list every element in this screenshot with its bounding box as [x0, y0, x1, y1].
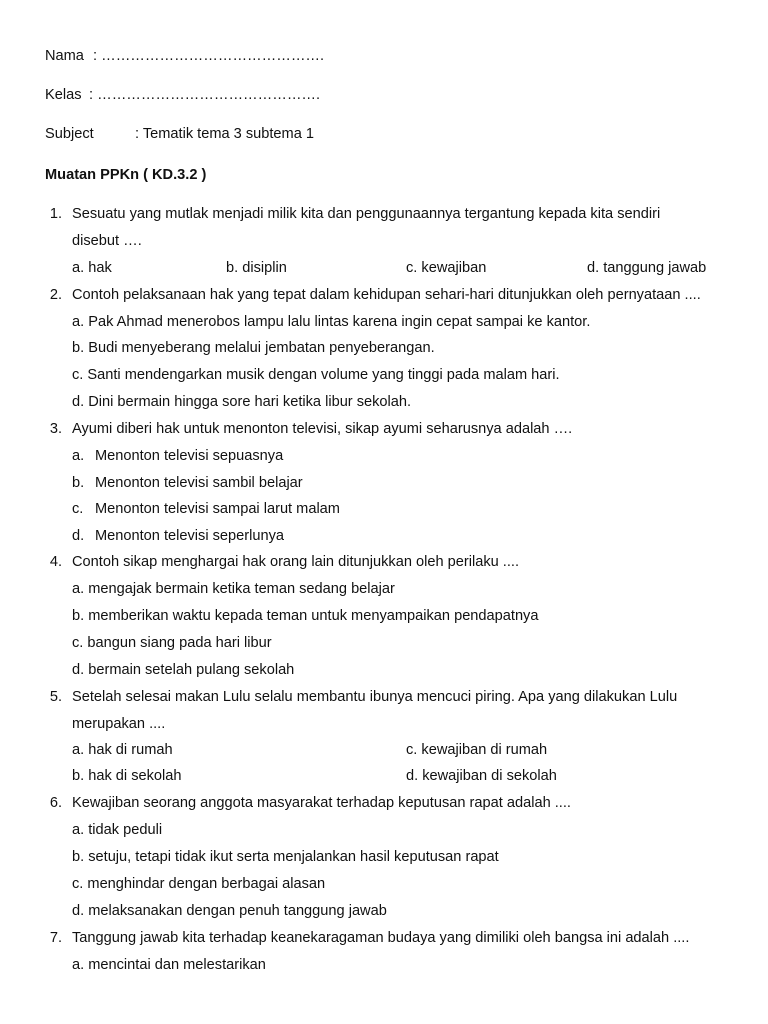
question-text-continued: disebut ….: [72, 233, 142, 249]
option-d: d. kewajiban di sekolah: [406, 768, 557, 784]
nama-label: Nama: [45, 48, 84, 64]
option-a: a. mengajak bermain ketika teman sedang belajar: [72, 581, 395, 597]
question-number: 4.: [49, 554, 62, 570]
option-c: c. kewajiban di rumah: [406, 742, 548, 758]
option-c: c. bangun siang pada hari libur: [72, 635, 272, 651]
question-text: Kewajiban seorang anggota masyarakat terhadap keputusan rapat adalah ....: [72, 795, 571, 811]
question-text: Tanggung jawab kita terhadap keanekaragaman budaya yang dimiliki oleh bangsa ini adalah ....: [72, 930, 690, 946]
option-letter-a: a.: [72, 448, 85, 464]
question-number: 3.: [49, 421, 62, 437]
option-a: a. tidak peduli: [72, 822, 163, 838]
option-c: c. Santi mendengarkan musik dengan volume yang tinggi pada malam hari.: [72, 367, 560, 383]
subject-label: Subject: [45, 126, 94, 142]
question-number: 1.: [49, 206, 62, 222]
question-text: Setelah selesai makan Lulu selalu membantu ibunya mencuci piring. Apa yang dilakukan Lulu: [72, 689, 678, 705]
question-number: 7.: [49, 930, 62, 946]
option-a: Menonton televisi sepuasnya: [95, 448, 284, 464]
option-letter-b: b.: [72, 475, 85, 491]
option-b: b. hak di sekolah: [72, 768, 182, 784]
question-number: 6.: [49, 795, 62, 811]
question-text: Contoh pelaksanaan hak yang tepat dalam kehidupan sehari-hari ditunjukkan oleh pernyataan ....: [72, 287, 701, 303]
question-text: Contoh sikap menghargai hak orang lain ditunjukkan oleh perilaku ....: [72, 554, 520, 570]
question-text-continued: merupakan ....: [72, 716, 166, 732]
section-title: Muatan PPKn ( KD.3.2 ): [45, 167, 207, 183]
option-d: d. bermain setelah pulang sekolah: [72, 662, 295, 678]
option-a: a. Pak Ahmad menerobos lampu lalu lintas karena ingin cepat sampai ke kantor.: [72, 314, 591, 330]
option-d: d. melaksanakan dengan penuh tanggung jawab: [72, 903, 387, 919]
question-number: 2.: [49, 287, 62, 303]
question-text: Sesuatu yang mutlak menjadi milik kita dan penggunaannya tergantung kepada kita sendiri: [72, 206, 661, 222]
option-letter-c: c.: [72, 501, 84, 517]
option-b: b. memberikan waktu kepada teman untuk menyampaikan pendapatnya: [72, 608, 539, 624]
question-number: 5.: [49, 689, 62, 705]
kelas-label: Kelas: [45, 87, 82, 103]
option-c: c. menghindar dengan berbagai alasan: [72, 876, 326, 892]
option-c: c. kewajiban: [406, 260, 487, 276]
option-b: b. setuju, tetapi tidak ikut serta menjalankan hasil keputusan rapat: [72, 849, 499, 865]
option-a: a. hak: [72, 260, 112, 276]
option-a: a. hak di rumah: [72, 742, 173, 758]
option-b: b. Budi menyeberang melalui jembatan penyeberangan.: [72, 340, 435, 356]
option-a: a. mencintai dan melestarikan: [72, 957, 266, 973]
option-b: Menonton televisi sambil belajar: [95, 475, 303, 491]
option-c: Menonton televisi sampai larut malam: [95, 501, 340, 517]
nama-blank: : ……………………………………….: [93, 48, 325, 64]
option-d: Menonton televisi seperlunya: [95, 528, 285, 544]
question-text: Ayumi diberi hak untuk menonton televisi, sikap ayumi seharusnya adalah ….: [72, 421, 573, 437]
option-d: d. tanggung jawab: [587, 260, 707, 276]
kelas-blank: : ……………………………………….: [89, 87, 321, 103]
option-b: b. disiplin: [226, 260, 287, 276]
option-letter-d: d.: [72, 528, 85, 544]
subject-value: : Tematik tema 3 subtema 1: [135, 126, 314, 142]
option-d: d. Dini bermain hingga sore hari ketika libur sekolah.: [72, 394, 412, 410]
